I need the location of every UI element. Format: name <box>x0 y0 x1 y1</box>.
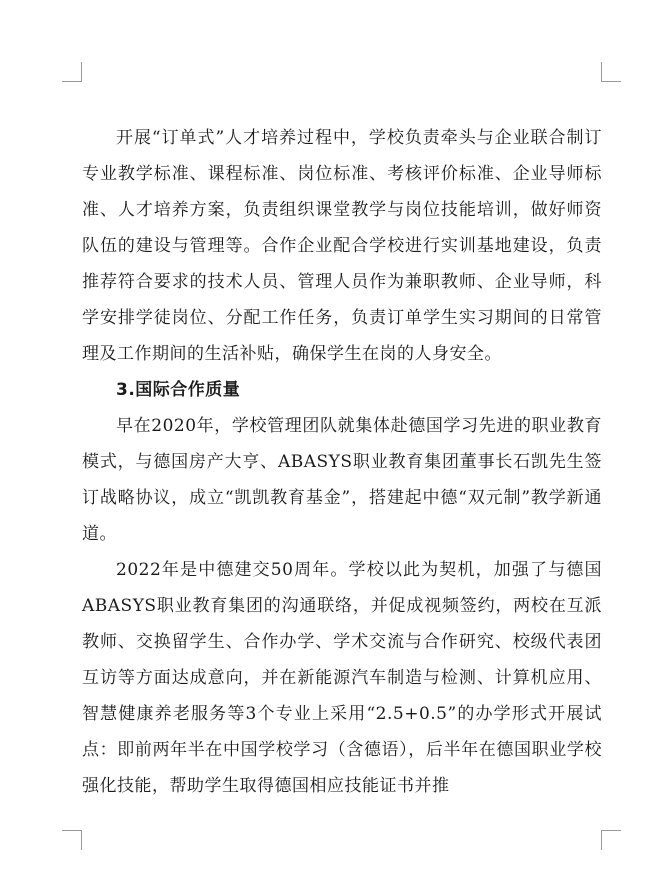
crop-mark-bottom-right <box>601 830 621 850</box>
crop-mark-bottom-left <box>62 830 82 850</box>
paragraph-china-germany-50th: 2022年是中德建交50周年。学校以此为契机，加强了与德国ABASYS职业教育集团的沟通联络，并促成视频签约，两校在互派教师、交换留学生、合作办学、学术交流与合作研究、校级代表团互访等方面达成意向，并在新能源汽车制造与检测、计算机应用、智慧健康养老服务等3个专业上采用“2.5+0.5”的办学形式开展试点：即前两年半在中国学校学习（含德语），后半年在德国职业学校强化技能，帮助学生取得德国相应技能证书并推 <box>82 560 602 796</box>
paragraph-germany-visit: 早在2020年，学校管理团队就集体赴德国学习先进的职业教育模式，与德国房产大亨、ABASYS职业教育集团董事长石凯先生签订战略协议，成立“凯凯教育基金”，搭建起中德“双元制”教学新通道。 <box>82 416 602 544</box>
section-heading: 3.国际合作质量 <box>116 380 241 400</box>
crop-mark-top-left <box>62 62 82 82</box>
body-text <box>82 120 602 804</box>
paragraph-order-training: 开展“订单式”人才培养过程中，学校负责牵头与企业联合制订专业教学标准、课程标准、岗位标准、考核评价标准、企业导师标准、人才培养方案，负责组织课堂教学与岗位技能培训，做好师资队伍的建设与管理等。合作企业配合学校进行实训基地建设，负责推荐符合要求的技术人员、管理人员作为兼职教师、企业导师，科学安排学徒岗位、分配工作任务，负责订单学生实习期间的日常管理及工作期间的生活补贴，确保学生在岗的人身安全。 <box>82 128 602 364</box>
crop-mark-top-right <box>601 62 621 82</box>
